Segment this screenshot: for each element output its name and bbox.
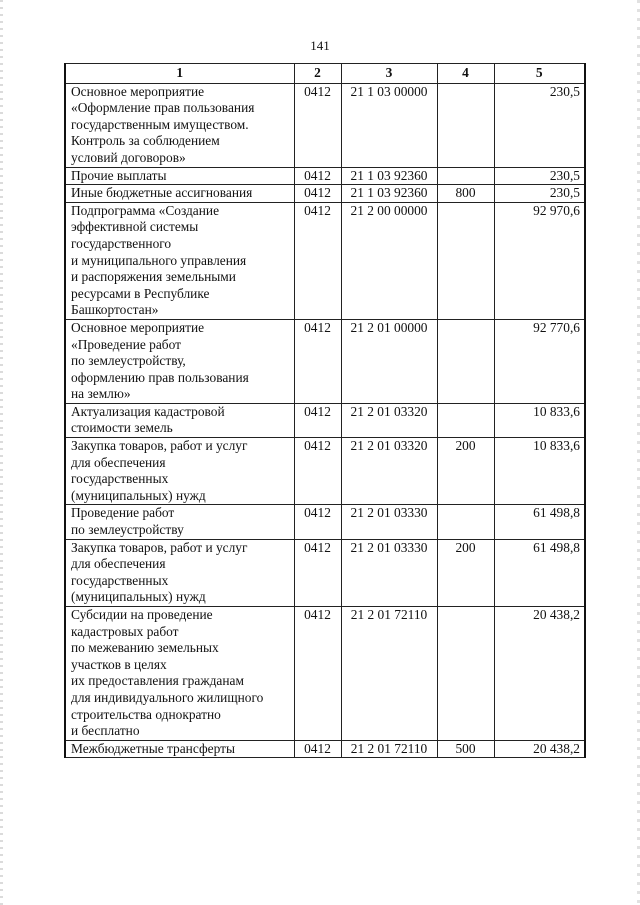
row-name-line: их предоставления гражданам bbox=[71, 673, 244, 689]
row-name-line: государственным имуществом. bbox=[71, 116, 249, 132]
scan-edge-left bbox=[0, 0, 3, 905]
row-section-cell: 0412 bbox=[294, 740, 341, 758]
row-name-line: оформлению прав пользования bbox=[71, 369, 249, 385]
row-name-line: эффективной системы bbox=[71, 219, 199, 235]
row-section-cell: 0412 bbox=[294, 403, 341, 437]
table-row bbox=[65, 740, 585, 758]
row-name-cell bbox=[65, 539, 294, 606]
row-amount-cell: 92 770,6 bbox=[494, 319, 585, 403]
row-amount-cell: 92 970,6 bbox=[494, 202, 585, 319]
row-section-cell: 0412 bbox=[294, 607, 341, 741]
row-name-line: Основное мероприятие bbox=[71, 83, 205, 99]
page-number: 141 bbox=[310, 38, 330, 53]
row-name-line: по землеустройству bbox=[71, 522, 184, 538]
row-section-cell: 0412 bbox=[294, 539, 341, 606]
row-name-line: «Оформление прав пользования bbox=[71, 100, 255, 116]
row-name-cell bbox=[65, 438, 294, 505]
row-code-cell: 21 1 03 92360 bbox=[341, 167, 437, 185]
row-name-line: Проведение работ bbox=[71, 505, 175, 521]
row-name-cell bbox=[65, 167, 294, 185]
row-type-cell bbox=[437, 202, 494, 319]
row-section-cell: 0412 bbox=[294, 505, 341, 539]
row-name-line: и распоряжения земельными bbox=[71, 269, 236, 285]
row-section-cell: 0412 bbox=[294, 167, 341, 185]
row-name-line: кадастровых работ bbox=[71, 623, 179, 639]
row-code-cell: 21 2 01 03320 bbox=[341, 438, 437, 505]
row-section-cell: 0412 bbox=[294, 202, 341, 319]
row-section-cell: 0412 bbox=[294, 438, 341, 505]
row-amount-cell: 230,5 bbox=[494, 83, 585, 167]
row-type-cell bbox=[437, 83, 494, 167]
table-row bbox=[65, 403, 585, 437]
row-amount-cell: 20 438,2 bbox=[494, 607, 585, 741]
row-name-line: Субсидии на проведение bbox=[71, 607, 213, 622]
row-name-line: Контроль за соблюдением bbox=[71, 133, 220, 149]
row-code-cell: 21 2 01 03320 bbox=[341, 403, 437, 437]
row-name-line: на землю» bbox=[71, 386, 131, 402]
row-type-cell: 500 bbox=[437, 740, 494, 758]
row-type-cell bbox=[437, 403, 494, 437]
table-row bbox=[65, 505, 585, 539]
row-name-line: для индивидуального жилищного bbox=[71, 689, 264, 705]
header-col-3: 3 bbox=[341, 64, 437, 84]
row-name-line: для обеспечения bbox=[71, 454, 166, 470]
row-name-line: государственного bbox=[71, 235, 172, 251]
budget-table bbox=[64, 63, 586, 758]
table-row bbox=[65, 539, 585, 606]
row-name-line: для обеспечения bbox=[71, 556, 166, 572]
row-name-line: и муниципального управления bbox=[71, 252, 247, 268]
row-name-line: «Проведение работ bbox=[71, 336, 181, 352]
row-name-line: Подпрограмма «Создание bbox=[71, 202, 220, 218]
row-type-cell bbox=[437, 167, 494, 185]
row-name-line: Прочие выплаты bbox=[71, 167, 167, 183]
row-name-line: Башкортостан» bbox=[71, 302, 159, 318]
row-section-cell: 0412 bbox=[294, 319, 341, 403]
row-amount-cell: 61 498,8 bbox=[494, 505, 585, 539]
row-code-cell: 21 1 03 00000 bbox=[341, 83, 437, 167]
header-col-2: 2 bbox=[294, 64, 341, 84]
row-name-cell bbox=[65, 83, 294, 167]
row-code-cell: 21 1 03 92360 bbox=[341, 185, 437, 203]
row-name-cell bbox=[65, 185, 294, 203]
row-name-cell bbox=[65, 319, 294, 403]
row-name-cell bbox=[65, 607, 294, 741]
row-type-cell bbox=[437, 319, 494, 403]
row-name-line: государственных bbox=[71, 572, 169, 588]
row-name-line: и бесплатно bbox=[71, 723, 140, 739]
row-name-cell bbox=[65, 202, 294, 319]
table-row bbox=[65, 202, 585, 319]
row-amount-cell: 230,5 bbox=[494, 167, 585, 185]
row-type-cell bbox=[437, 505, 494, 539]
row-type-cell: 200 bbox=[437, 438, 494, 505]
row-amount-cell: 61 498,8 bbox=[494, 539, 585, 606]
table-row bbox=[65, 319, 585, 403]
row-name-cell bbox=[65, 505, 294, 539]
row-name-line: государственных bbox=[71, 471, 169, 487]
header-col-1: 1 bbox=[65, 64, 294, 84]
row-name-line: условий договоров» bbox=[71, 149, 186, 165]
row-amount-cell: 10 833,6 bbox=[494, 403, 585, 437]
table-row bbox=[65, 438, 585, 505]
row-name-line: Межбюджетные трансферты bbox=[71, 740, 235, 756]
table-row bbox=[65, 83, 585, 167]
row-name-cell bbox=[65, 740, 294, 758]
row-amount-cell: 10 833,6 bbox=[494, 438, 585, 505]
row-type-cell: 200 bbox=[437, 539, 494, 606]
table-row bbox=[65, 167, 585, 185]
row-name-line: Актуализация кадастровой bbox=[71, 403, 225, 419]
table-row bbox=[65, 185, 585, 203]
row-code-cell: 21 2 01 72110 bbox=[341, 607, 437, 741]
row-name-cell bbox=[65, 403, 294, 437]
row-code-cell: 21 2 01 72110 bbox=[341, 740, 437, 758]
row-name-line: по межеванию земельных bbox=[71, 640, 219, 656]
row-name-line: Иные бюджетные ассигнования bbox=[71, 185, 253, 201]
row-name-line: стоимости земель bbox=[71, 420, 173, 436]
table-body bbox=[65, 83, 585, 758]
row-code-cell: 21 2 01 03330 bbox=[341, 539, 437, 606]
row-name-line: строительства однократно bbox=[71, 706, 221, 722]
row-name-line: (муниципальных) нужд bbox=[71, 487, 206, 503]
header-row bbox=[65, 64, 585, 84]
row-type-cell bbox=[437, 607, 494, 741]
row-type-cell: 800 bbox=[437, 185, 494, 203]
table-row bbox=[65, 607, 585, 741]
row-amount-cell: 230,5 bbox=[494, 185, 585, 203]
row-name-line: Закупка товаров, работ и услуг bbox=[71, 539, 248, 555]
row-name-line: ресурсами в Республике bbox=[71, 285, 210, 301]
row-code-cell: 21 2 01 00000 bbox=[341, 319, 437, 403]
header-col-4: 4 bbox=[437, 64, 494, 84]
row-name-line: по землеустройству, bbox=[71, 353, 186, 369]
row-code-cell: 21 2 01 03330 bbox=[341, 505, 437, 539]
row-name-line: Закупка товаров, работ и услуг bbox=[71, 438, 248, 454]
header-col-5: 5 bbox=[494, 64, 585, 84]
row-name-line: Основное мероприятие bbox=[71, 319, 205, 335]
row-section-cell: 0412 bbox=[294, 83, 341, 167]
row-name-line: участков в целях bbox=[71, 656, 167, 672]
row-amount-cell: 20 438,2 bbox=[494, 740, 585, 758]
row-code-cell: 21 2 00 00000 bbox=[341, 202, 437, 319]
row-section-cell: 0412 bbox=[294, 185, 341, 203]
row-name-line: (муниципальных) нужд bbox=[71, 589, 206, 605]
